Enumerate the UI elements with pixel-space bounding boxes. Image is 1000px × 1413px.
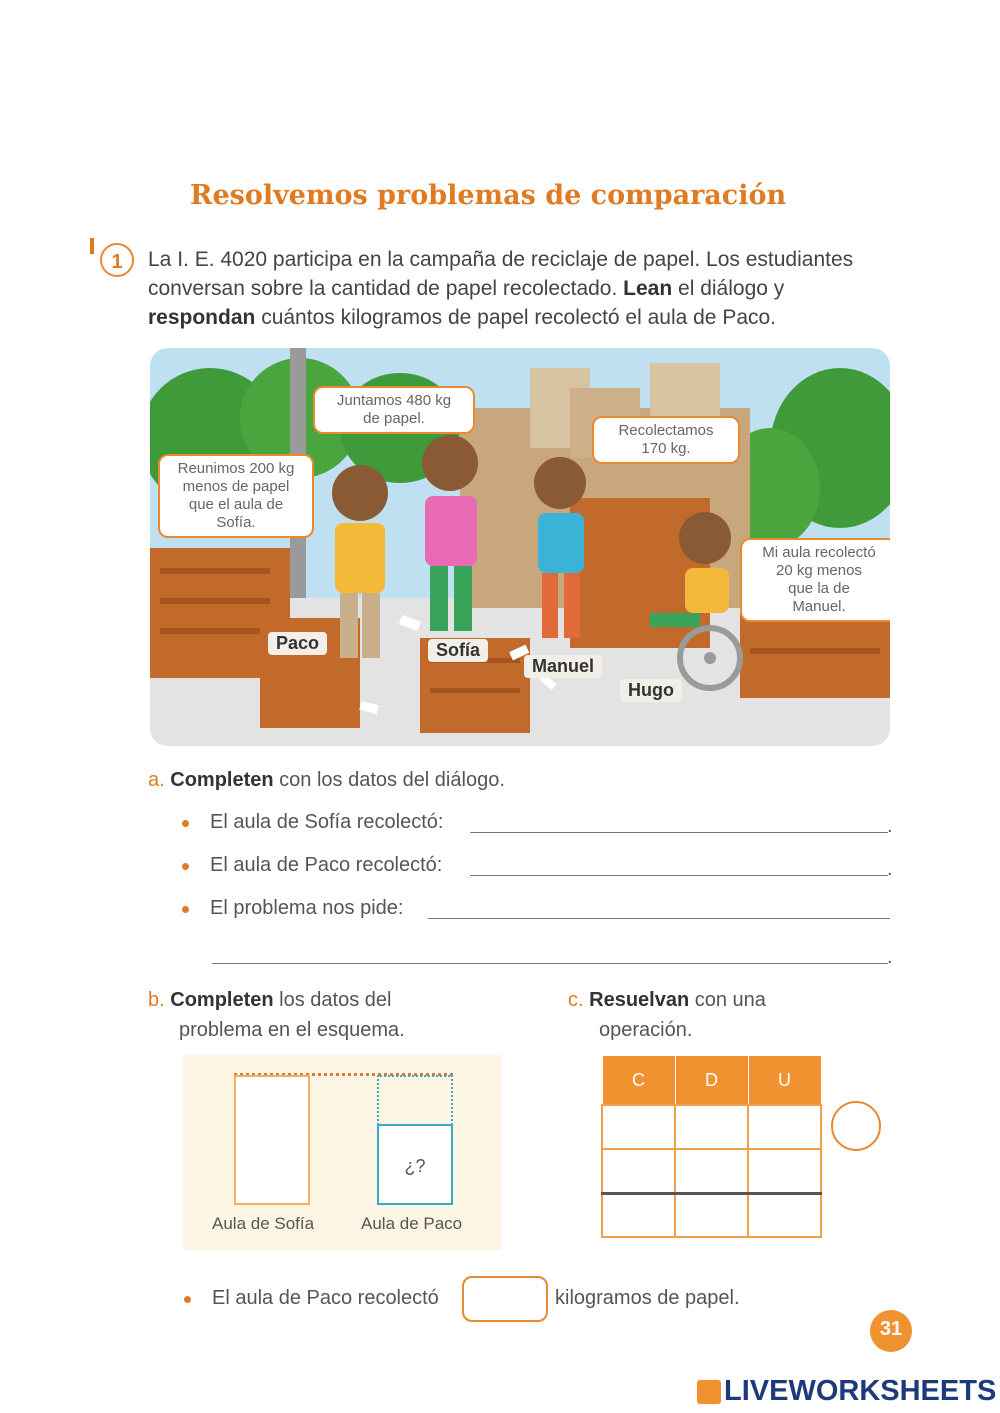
bar-aula-paco[interactable] — [377, 1124, 453, 1205]
header-c: C — [602, 1056, 675, 1106]
bar-aula-sofia[interactable] — [234, 1075, 310, 1205]
section-b-heading: b. Completen los datos del problema en el esquema. — [148, 989, 405, 1041]
page-number: 31 — [879, 1318, 903, 1340]
intro-line-3: cuántos kilogramos de papel recolectó el aula de Paco. — [261, 306, 777, 329]
liveworksheets-logo-icon — [697, 1380, 721, 1404]
cell-input[interactable] — [602, 1149, 675, 1193]
item-paco-label: El aula de Paco recolectó: — [210, 854, 443, 876]
final-answer-input[interactable] — [462, 1276, 548, 1322]
answer-line-problem[interactable] — [428, 918, 890, 919]
problem-intro — [148, 245, 898, 332]
period: . — [887, 946, 893, 968]
liveworksheets-logo[interactable]: LIVEWORKSHEETS — [724, 1375, 997, 1407]
speech-bubble-manuel: Recolectamos 170 kg. — [592, 416, 740, 464]
intro-line-2: conversan sobre la cantidad de papel recolectado. — [148, 277, 618, 300]
intro-line-1: La I. E. 4020 participa en la campaña de reciclaje de papel. Los estudiantes — [148, 248, 854, 271]
cell-input[interactable] — [748, 1105, 821, 1149]
cell-input[interactable] — [748, 1149, 821, 1193]
label-aula-paco: Aula de Paco — [361, 1214, 463, 1233]
header-u: U — [748, 1056, 821, 1106]
answer-line-problem-2[interactable] — [212, 963, 888, 964]
name-label-hugo: Hugo — [620, 679, 682, 702]
item-sofia-label: El aula de Sofía recolectó: — [210, 811, 444, 833]
speech-bubble-hugo: Mi aula recolectó 20 kg menos que la de Manuel. — [740, 538, 890, 622]
unknown-mark: ¿? — [404, 1156, 426, 1176]
item-problem-label: El problema nos pide: — [210, 897, 404, 919]
answer-line-paco[interactable] — [470, 875, 888, 876]
operation-sign-input[interactable] — [831, 1101, 881, 1151]
period: . — [887, 858, 893, 880]
bullet-icon — [182, 906, 189, 913]
margin-marker — [90, 238, 94, 254]
section-a-heading: a. Completen con los datos del diálogo. — [148, 769, 505, 791]
place-value-table — [601, 1055, 822, 1238]
speech-bubble-sofia: Juntamos 480 kg de papel. — [313, 386, 475, 434]
page-title: Resolvemos problemas de comparación — [190, 180, 787, 211]
cell-input[interactable] — [675, 1105, 748, 1149]
name-label-sofia: Sofía — [428, 639, 488, 662]
intro-bold-respondan: respondan — [148, 306, 256, 329]
intro-bold-lean: Lean — [623, 277, 673, 300]
period: . — [887, 815, 893, 837]
cell-input[interactable] — [675, 1149, 748, 1193]
bullet-icon — [182, 863, 189, 870]
answer-line-sofia[interactable] — [470, 832, 888, 833]
section-c-heading: c. Resuelvan con una operación. — [568, 989, 766, 1041]
recycling-illustration — [150, 348, 890, 746]
final-text-before: El aula de Paco recolectó — [212, 1287, 439, 1309]
name-label-manuel: Manuel — [524, 655, 602, 678]
label-aula-sofia: Aula de Sofía — [212, 1214, 315, 1233]
cell-input[interactable] — [602, 1105, 675, 1149]
header-d: D — [675, 1056, 748, 1106]
intro-line-2-end: el diálogo y — [678, 277, 785, 300]
cell-input[interactable] — [602, 1193, 675, 1237]
name-label-paco: Paco — [268, 632, 327, 655]
final-text-after: kilogramos de papel. — [555, 1287, 740, 1309]
problem-number: 1 — [100, 243, 134, 277]
bullet-icon — [182, 820, 189, 827]
speech-bubble-paco: Reunimos 200 kg menos de papel que el aula de Sofía. — [158, 454, 314, 538]
bullet-icon — [184, 1296, 191, 1303]
cell-input[interactable] — [748, 1193, 821, 1237]
bar-difference[interactable] — [377, 1075, 453, 1125]
cell-input[interactable] — [675, 1193, 748, 1237]
